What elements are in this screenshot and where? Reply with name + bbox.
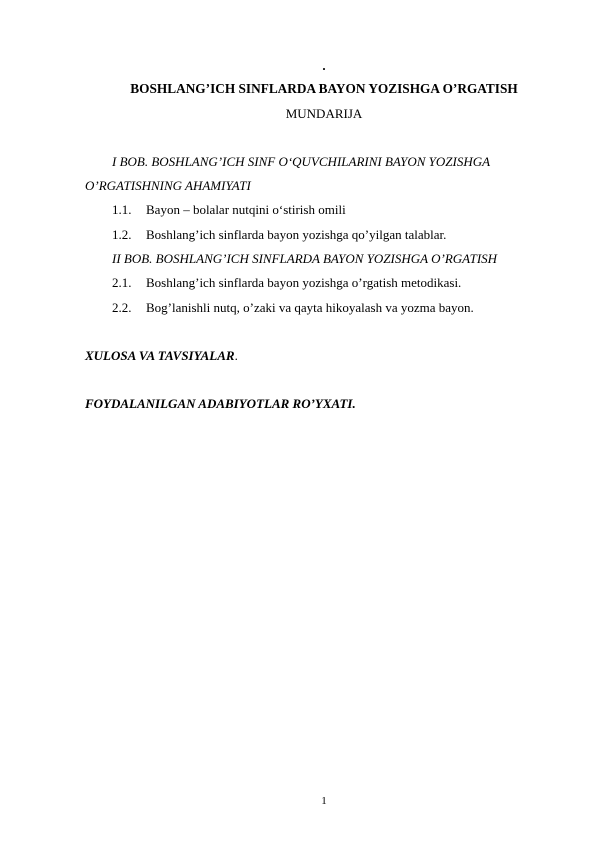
toc-item-text: Boshlang’ich sinflarda bayon yozishga qo’yilgan talablar. xyxy=(146,227,447,242)
conclusion-heading xyxy=(85,348,238,364)
toc-item-1-2 xyxy=(112,227,446,243)
page-number: 1 xyxy=(321,795,327,807)
references-heading: FOYDALANILGAN ADABIYOTLAR RO’YXATI. xyxy=(85,396,356,411)
chapter-2-heading: II BOB. BOSHLANG’ICH SINFLARDA BAYON YOZISHGA O’RGATISH xyxy=(112,251,498,266)
chapter-1-heading-line-1: I BOB. BOSHLANG’ICH SINF O‘QUVCHILARINI BAYON YOZISHGA xyxy=(112,154,491,169)
toc-item-text: Bog’lanishli nutq, o’zaki va qayta hikoyalash va yozma bayon. xyxy=(146,300,474,315)
toc-item-2-2 xyxy=(112,300,474,316)
toc-item-number: 2.2. xyxy=(112,300,132,315)
toc-item-text: Boshlang’ich sinflarda bayon yozishga o’rgatish metodikasi. xyxy=(146,275,462,290)
document-title: BOSHLANG’ICH SINFLARDA BAYON YOZISHGA O’RGATISH xyxy=(130,81,518,96)
contents-heading: MUNDARIJA xyxy=(285,106,363,121)
conclusion-text: XULOSA VA TAVSIYALAR xyxy=(85,348,235,363)
top-mark: . xyxy=(322,58,326,73)
toc-item-text: Bayon – bolalar nutqini o‘stirish omili xyxy=(146,202,346,217)
toc-item-2-1 xyxy=(112,275,461,291)
conclusion-dot: . xyxy=(234,348,238,363)
toc-item-number: 1.1. xyxy=(112,202,132,217)
toc-item-number: 2.1. xyxy=(112,275,132,290)
toc-item-number: 1.2. xyxy=(112,227,132,242)
chapter-1-heading-line-2: O’RGATISHNING AHAMIYATI xyxy=(85,178,251,193)
toc-item-1-1 xyxy=(112,202,346,218)
